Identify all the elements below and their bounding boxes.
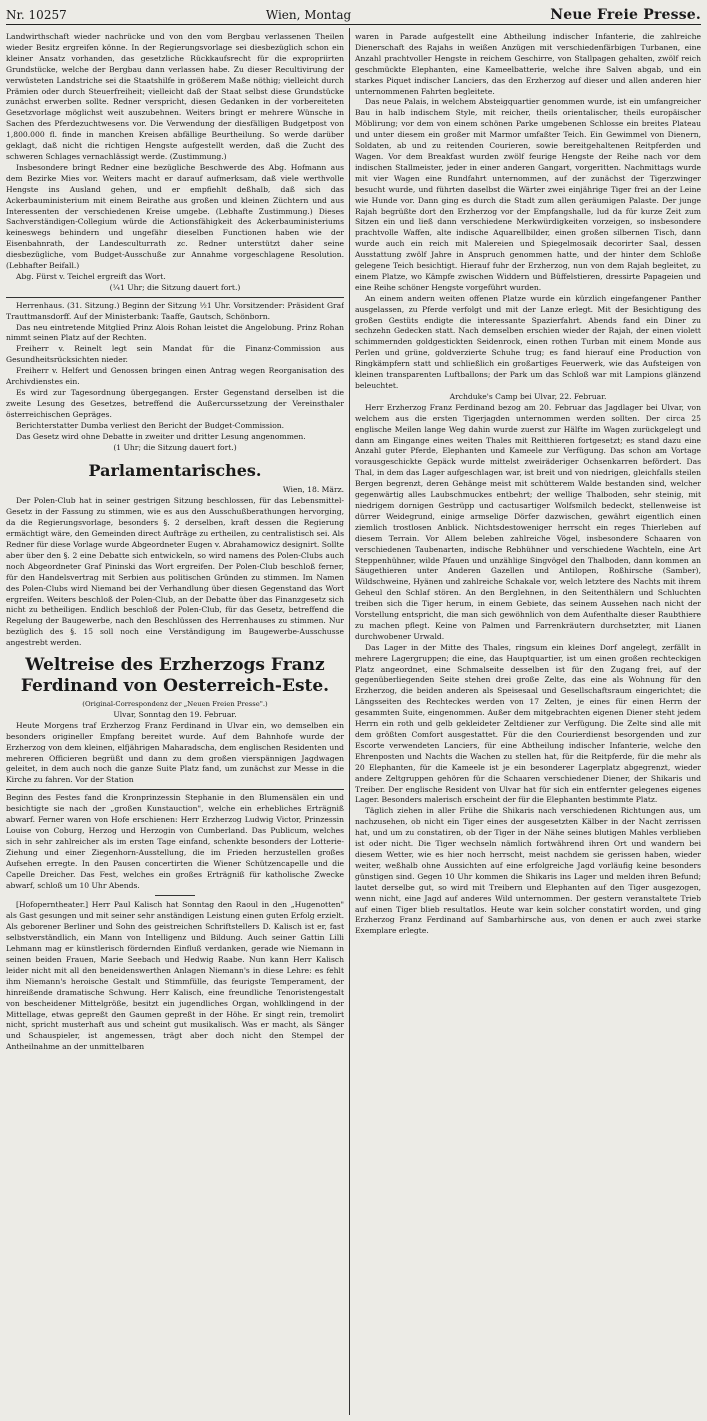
paragraph: Täglich ziehen in aller Frühe die Shikaris nach verschiedenen Richtungen aus, um nachzusehen, ob nicht ein Tiger eines der ausgesetzten Kälber in der Nacht zerrissen hat, und um zu constatiren, ob der Tiger in der Nähe seines blutigen Mahles verblieben ist oder nicht. Die Tiger wechseln nämlich fortwährend ihren Ort und wandern bei diesem Wetter, wie es hier noch herrscht, meist nachdem sie gerissen haben, wieder weiter, weßhalb ohne Aussichten auf eine erfolgreiche Jagd vorläufig keine besonders günstigen sind. Gegen 10 Uhr kommen die Shikaris ins Lager und melden ihren Befund; lautet derselbe gut, so wird mit Treibern und Elephanten auf den Tiger ausgezogen, wenn nicht, eine Jagd auf anderes Wild unternommen. Der gestern veranstaltete Trieb auf einen Tiger blieb resultatlos. Heute war kein solcher constatirt worden, und ging Erzherzog Franz Ferdinand auf Sambarhirsche aus, von denen er auch zwei starke Exemplare erlegte. [355, 806, 701, 936]
newspaper-title: Neue Freie Presse. [550, 7, 701, 23]
paragraph: An einem andern weiten offenen Platze wurde ein kürzlich eingefangener Panther ausgelassen, zu Pferde verfolgt und mit der Lanze erlegt. Mit der Besichtigung des großen Gestüts endigte die interessante Spazierfahrt. Abends fand ein Diner zu sechzehn Gedecken statt. Nach demselben erschien wieder der Rajah, der einen violett schimmernden goldgestickten Seidenrock, einen rothen Turban mit einem Monde aus Perlen und grüne, goldverzierte Schuhe trug; es fand hierauf eine Production von Ringkämpfern statt und schließlich ein großartiges Feuerwerk, wie das Aufsteigen von kleinen transparenten Luftballons; der Park um das Schloß war mit Lampions glänzend beleuchtet. [355, 293, 701, 390]
article-subheading: (Original-Correspondenz der „Neuen Freien Presse".) [82, 700, 268, 709]
paragraph: Heute Morgens traf Erzherzog Franz Ferdinand in Ulvar ein, wo demselben ein besonders origineller Empfang bereitet wurde. Auf dem Bahnhofe wurde der Erzherzog von dem kleinen, elfjährigen Maharadscha, dem englischen Residenten und mehreren Officieren begrüßt und dann zu dem großen vierspännigen Jagdwagen geleitet, in dem auch noch die ganze Suite Platz fand, um zunächst zur Messe in die Kirche zu fahren. Vor der Station [6, 720, 344, 785]
divider [155, 895, 195, 896]
dateline: Wien, 18. März. [282, 485, 344, 495]
paragraph: [Hofoperntheater.] Herr Paul Kalisch hat Sonntag den Raoul in den „Hugenotten" als Gast gesungen und mit seiner sehr anständigen Leistung einen guten Erfolg erzielt. Als geborener Berliner und Sohn des geistreichen Schriftstellers D. Kalisch ist er, fast selbstverständlich, ein Mann von Intelligenz und Bildung. Auch seiner Gattin Lilli Lehmann mag er künstlerisch fördernden Einfluß verdanken, gerade wie Niemann in seinen beiden Frauen, Marie Seebach und Hedwig Raabe. Nun kann Herr Kalisch leider nicht mit all den beneidenswerthen Anlagen Niemann's in diese Lehre: es fehlt ihm Niemann's heroische Gestalt und Stimmfülle, das feurigste Temperament, der hinreißende dramatische Schwung. Herr Kalisch, eine freundliche Tenoristengestalt von bescheidener Mittelgröße, besitzt ein jugendliches Organ, wohlklingend in der Mittellage, etwas gepreßt den Gaumen gepreßt in der Höhe. Er singt rein, tremolirt nicht, spricht musterhaft aus und scheint gut musikalisch. Was er macht, als Sänger und Schauspieler, ist angemessen, trägt aber doch nicht den Stempel der Antheilnahme an der unmittelbaren [6, 900, 344, 1052]
masthead [6, 6, 701, 25]
divider [6, 297, 344, 298]
column-divider [349, 28, 350, 1415]
article-heading: Weltreise des Erzherzogs Franz Ferdinand von Oesterreich-Este. [20, 655, 330, 697]
paragraph: Das Lager in der Mitte des Thales, ringsum ein kleines Dorf angelegt, zerfällt in mehrere Lagergruppen; die eine, das Hauptquartier, ist um einen großen rechteckigen Platz angeordnet, eine Schmalseite desselben ist für den Zugang frei, auf der gegenüberliegenden Seite stehen drei große Zelte, das eine als Wohnung für den Erzherzog, die beiden anderen als Speisesaal und Gesellschaftsraum eingerichtet; die Längsseiten des Rechteckes werden von 17 Zelten, je eines für einen Herrn der gesammten Suite, eingenommen. Außer dem mitgebrachten eigenen Diener steht jedem Herrn ein roth und gelb gekleideter Zeltdiener zur Verfügung. Die Zelte sind alle mit dem größten Comfort ausgestattet. Für die den Courierdienst besorgenden und zur Escorte verwendeten Lanciers, für eine Abtheilung indischer Infanterie, welche den Ehrenposten und Nachts die Wachen zu stellen hat, für die Reitpferde, für die mehr als 20 Elephanten, für die Kameele ist je ein besonderer Lagerplatz abgegrenzt, wieder andere Zeltgruppen gehören für die Schaaren verschiedener Diener, der Shikaris und Treiber. Der englische Resident von Ulvar hat für sich ein entfernter gelegenes eigenes Lager. Besonders malerisch erscheint der für die Elephanten bestimmte Platz. [355, 642, 701, 805]
session-note: (1 Uhr; die Sitzung dauert fort.) [113, 442, 237, 452]
paragraph: Das neue Palais, in welchem Absteigquartier genommen wurde, ist ein umfangreicher Bau in halb indischem Style, mit reicher, theils orientalischer, theils europäischer Möblirung; vor dem von einem schönen Parke umgebenen Schlosse ein breites Plateau und unter diesem ein großer mit Marmor umfaßter Teich. Ein Gewimmel von Dienern, Soldaten, ab und zu reitenden Courieren, sowie bereitgehaltenen Reitpferden und Wagen. Vor dem Breakfast wurden zwölf feurige Hengste der Reihe nach vor dem indischen Stallmeister, jeder in einer anderen Gangart, vorgeritten. Nachmittags wurde mit vier Wagen eine Rundfahrt unternommen, auf der zunächst der Tigerzwinger besucht wurde, und führten daselbst die Wärter zwei einjährige Tiger frei an der Leine wie Hunde vor. Dann ging es durch die Stadt zum allen geräumigen Palaste. Der junge Rajah begrüßte dort den Erzherzog vor der Empfangshalle, lud da für kurze Zeit zum Sitzen ein und ließ dann verschiedene Merkwürdigkeiten vorzeigen, so insbesondere prachtvolle Waffen, alte indische Aquarellbilder, einen großen silbernen Tisch, dann wurde auch ein reich mit Malereien und Spiegelmosaik decorirter Saal, dessen Ausstattung zwölf Jahre in Anspruch genommen hatte, und der hinter dem Schloße gelegene Teich besichtigt. Hierauf fuhr der Erzherzog, nun von dem Rajah begleitet, zu einem Platze, wo Kämpfe zwischen Widdern und Büffelstieren, dressirte Papageien und eine Reihe schöner Hengste vorgeführt wurden. [355, 97, 701, 292]
section-heading: Parlamentarisches. [88, 461, 262, 481]
issue-number: Nr. 10257 [6, 8, 67, 22]
paragraph: Freiherr v. Reinelt legt sein Mandat für die Finanz-Commission aus Gesundheitsrücksichten nieder. [6, 344, 344, 365]
paragraph: Landwirthschaft wieder nachrücke und von den vom Bergbau verlassenen Theilen wieder Besitz ergreifen könne. In der Regierungsvorlage sei diesbezüglich schon ein kleiner Ansatz vorhanden, das gesetzliche Rückkaufsrecht für die expropriirten Grundstücke, welche der Bergbau dann verlassen habe. Zu dieser Recultivirung der verwüsteten Landstriche sei die Staatshilfe in größerem Maße nöthig; vielleicht durch Prämien oder durch Steuerfreiheit; vielleicht daß der Staat selbst diese Grundstücke zunächst erwerben sollte. Redner verspricht, diesen Gedanken in der vorbereiteten Gesetzvorlage möglichst weit auszubehnen. Weiters bringt er mehrere Wünsche in Sachen des Pferdezuchtwesens vor. Die Verwendung der diesfälligen Budgetpost von 1,800.000 fl. finde in manchen Kreisen abfällige Beurtheilung. So werde darüber geklagt, daß nicht die richtigen Hengste aufgestellt werden, daß die Zucht des schweren Schlages vernachlässigt werde. (Zustimmung.) [6, 32, 344, 161]
paragraph: Herr Erzherzog Franz Ferdinand bezog am 20. Februar das Jagdlager bei Ulvar, von welchem aus die ersten Tigerjagden unternommen werden sollten. Der circa 25 englische Meilen lange Weg dahin wurde zuerst zur Hälfte im Wagen zurückgelegt und dann am Eingange eines weiten Thales mit Reitthieren fortgesetzt; es stand dazu eine Anzahl guter Pferde, Elephanten und Kameele zur Verfügung. Das schon am Vortage vorausgeschickte Gepäck wurde mittelst zweiräderiger Ochsenkarren befördert. Das Thal, in dem das Lager aufgeschlagen war, ist breit und von niedrigen, gleichfalls steilen Bergen begrenzt, deren Gehänge meist mit schütterem Walde bestanden sind, welcher gegenwärtig alles Laubschmuckes entbehrt; der wellige Thalboden, sehr steinig, mit niedrigem dornigen Gestrüpp und cactusartiger Wolfsmilch bedeckt, stellenweise ist dürrer Weidegrund, einige armselige Dörfer dazwischen, gewährt eigentlich einen ziemlich trostlosen Anblick. Nichtsdestoweniger herrscht ein reges Thierleben auf diesem Terrain. Vor Allem beleben zahlreiche Vögel, insbesondere Schaaren von verschiedenen Taubenarten, indische Rebhühner und verschiedene Wachteln, eine Art Steppenhühner, wilde Pfauen und unzählige Singvögel den Thalboden, dann kommen an Säugethieren unter Anderen Gazellen und Antilopen, Roßhirsche (Samber), Wildschweine, Hyänen und zahlreiche Schakale vor, welch letztere des Nachts mit ihrem Geheul den Schlaf stören. An den Berglehnen, in den Seitenthälern und Schluchten treiben sich die Tiger herum, in einem Gebiete, das seinem Aussehen nach nicht der Vorstellung entspricht, die man sich gewöhnlich von dem Aufenthalte dieser Raubthiere zu machen pflegt. Keine von Palmen und Farrenkräutern durchsetzter, mit Lianen durchwobener Urwald. [355, 402, 701, 641]
session-note: (¼1 Uhr; die Sitzung dauert fort.) [109, 282, 241, 292]
divider [6, 789, 344, 790]
dateline-header: Wien, Montag [265, 8, 352, 22]
right-column [355, 32, 701, 1417]
paragraph: Beginn des Festes fand die Kronprinzessin Stephanie in den Blumensälen ein und besichtigte sie nach der „großen Kunstauction", welche ein erhebliches Erträgniß abwarf. Ferner waren von Hofe erschienen: Herr Erzherzog Ludwig Victor, Prinzessin Louise von Coburg, Herzog und Herzogin von Cumberland. Das Publicum, welches sich in sehr zahlreicher als im ersten Tage einfand, schenkte besonders der Lotterie-Ziehung und einer Ziegenhorn-Ausstellung, die im Frieden herzustellen großes Aufsehen erregte. In den Pausen concertirten die Wiener Schützencapelle und die Capelle Dreicher. Das Fest, welches ein großes Erträgniß für katholische Zwecke abwarf, schloß um 10 Uhr Abends. [6, 793, 344, 890]
left-column [6, 32, 344, 1417]
paragraph: Es wird zur Tagesordnung übergegangen. Erster Gegenstand derselben ist die zweite Lesung des Gesetzes, betreffend die Außercurssetzung der Vereinsthaler österreichischen Gepräges. [6, 388, 344, 419]
paragraph: Der Polen-Club hat in seiner gestrigen Sitzung beschlossen, für das Lebensmittel-Gesetz in der Fassung zu stimmen, wie es aus den Ausschußberathungen hervorging, da die Regierungsvorlage, besonders §. 2 derselben, kraft dessen die Regierung ermächtigt wäre, den Gemeinden direct Aufträge zu ertheilen, zu centralistisch sei. Als Redner für diese Vorlage wurde Abgeordneter Eugen v. Abrahamowicz designirt. Sollte aber über den §. 2 eine Debatte sich entwickeln, so wird namens des Polen-Clubs auch noch Abgeordneter Graf Pininski das Wort ergreifen. Der Polen-Club beschloß ferner, für den Handelsvertrag mit Serbien aus politischen Gründen zu stimmen. Im Namen des Polen-Clubs wird Niemand bei der Verhandlung über diesen Gegenstand das Wort ergreifen. Weiters beschloß der Polen-Club, an der Debatte über das Finanzgesetz sich nicht zu betheiligen. Endlich beschloß der Polen-Club, für das Gesetz, betreffend die Regelung der Baugewerbe, nach den Beschlüssen des Herrenhauses zu stimmen. Nur bezüglich des §. 15 soll noch eine Verständigung im Baugewerbe-Ausschusse angestrebt werden. [6, 496, 344, 648]
paragraph: Insbesondere bringt Redner eine bezügliche Beschwerde des Abg. Hofmann aus dem Bezirke Mies vor. Weiters macht er darauf aufmerksam, daß viele werthvolle Hengste ins Ausland gehen, und er empfiehlt deßhalb, daß sich das Ackerbauministerium mit einem Beirathe aus großen und kleinen Züchtern und aus Interessenten der verschiedenen Kreise umgebe. (Lebhafte Zustimmung.) Dieses Sachverständigen-Collegium würde die Actionsfähigkeit des Ackerbauministeriums keineswegs behindern und ungefähr dieselben Functionen haben wie der Eisenbahnrath, der Landesculturrath zc. Redner unterstützt daher seine diesbezügliche, vom Budget-Ausschuße zur Annahme vorgeschlagene Resolution. (Lebhafter Beifall.) [6, 162, 344, 271]
paragraph: Herrenhaus. (31. Sitzung.) Beginn der Sitzung ½1 Uhr. Vorsitzender: Präsident Graf Trauttmansdorff. Auf der Ministerbank: Taaffe, Gautsch, Schönborn. [6, 300, 344, 321]
dateline: Ulvar, Sonntag den 19. Februar. [113, 709, 237, 719]
dateline: Archduke's Camp bei Ulvar, 22. Februar. [449, 391, 607, 401]
paragraph: Berichterstatter Dumba verliest den Bericht der Budget-Commission. [16, 420, 285, 430]
paragraph: waren in Parade aufgestellt eine Abtheilung indischer Infanterie, die zahlreiche Dienerschaft des Rajahs in weißen Anzügen mit verschiedenfärbigen Turbanen, eine Anzahl prachtvoller Hengste in reichem Geschirre, von Stallpagen gehalten, zwölf reich geschmückte Elephanten, eine Kameelbatterie, welche ihre Salven abgab, und ein starkes Piquet indischer Lanciers, das den Erzherzog auf dieser und allen anderen hier unternommenen Fahrten begleitete. [355, 32, 701, 96]
paragraph: Freiherr v. Helfert und Genossen bringen einen Antrag wegen Reorganisation des Archivdienstes ein. [6, 366, 344, 387]
paragraph: Das Gesetz wird ohne Debatte in zweiter und dritter Lesung angenommen. [16, 431, 306, 441]
speaker-line: Abg. Fürst v. Teichel ergreift das Wort. [16, 271, 166, 281]
paragraph: Das neu eintretende Mitglied Prinz Alois Rohan leistet die Angelobung. Prinz Rohan nimmt seinen Platz auf der Rechten. [6, 322, 344, 343]
